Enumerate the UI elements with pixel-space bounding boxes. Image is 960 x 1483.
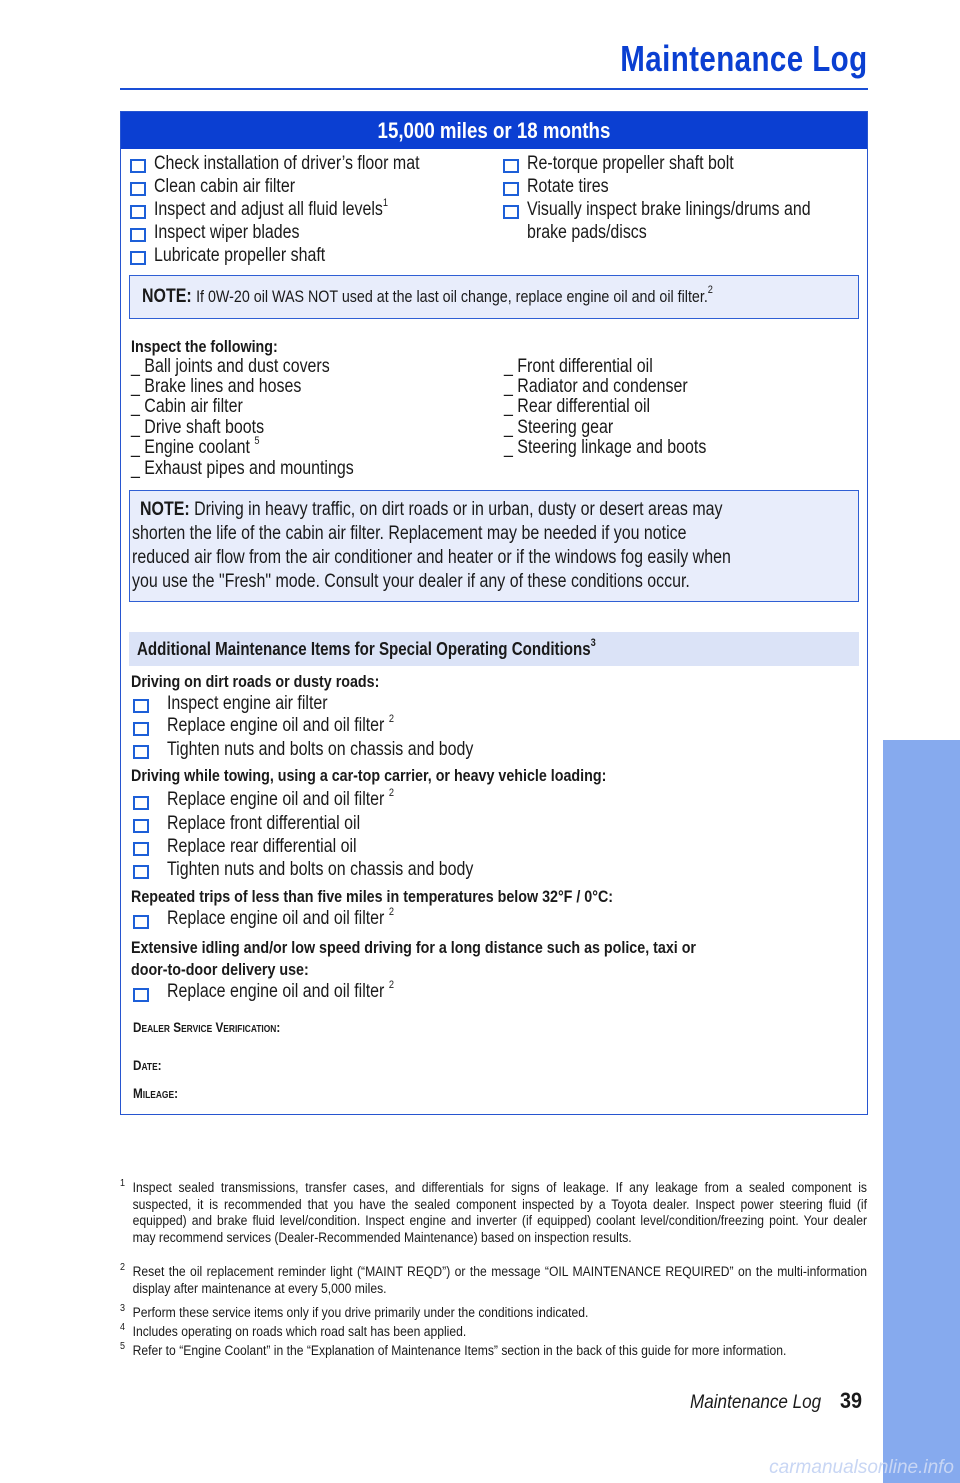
inspect-item-text: _ Exhaust pipes and mountings [131,458,354,479]
footnote-ref: 2 [388,906,394,918]
condition-item [167,835,357,858]
checkbox[interactable] [133,699,149,713]
checklist-item [527,152,734,175]
checkbox[interactable] [130,182,146,196]
footnote-number: 4 [120,1322,126,1333]
footnote-ref: 2 [388,979,394,991]
checkbox[interactable] [133,842,149,856]
inspect-item: _ Steering gear [504,417,614,438]
checkbox[interactable] [133,915,149,929]
checklist-item-text: Inspect and adjust all fluid levels [154,199,383,220]
inspect-item: _ Steering linkage and boots [504,437,707,458]
condition-item [167,858,473,881]
inspect-item [131,418,264,438]
checklist-item-text: Lubricate propeller shaft [154,245,326,266]
special-conditions-heading [137,638,596,661]
checklist-item-text: Visually inspect brake linings/drums and [527,199,811,220]
footnote-ref: 1 [382,197,389,209]
footnote [120,1343,867,1360]
checkbox[interactable] [503,159,519,173]
note-line: you use the "Fresh" mode. Consult your dealer if any of these conditions occur. [132,571,690,592]
checklist-item [154,152,420,175]
checkbox[interactable] [130,228,146,242]
condition-item-text: Replace rear differential oil [167,836,357,857]
condition-item-text: Replace engine oil and oil filter [167,789,389,810]
footnote-text: Refer to “Engine Coolant” in the “Explanation of Maintenance Items” section in the back of this guide for more information. [132,1343,787,1358]
condition-item [167,812,360,835]
inspect-heading: Inspect the following: [131,337,278,356]
footnote-ref: 5 [254,435,260,447]
footnote [120,1305,867,1322]
checkbox[interactable] [133,988,149,1002]
footnote-text: Reset the oil replacement reminder light (“MAINT REQD”) or the message “OIL MAINTENANCE REQUIRED” on the multi-information display after maintenance at every 5,000 miles. [132,1264,868,1296]
inspect-item: _ Radiator and condenser [504,376,688,397]
checkbox[interactable] [133,745,149,759]
watermark: carmanualsonline.info [769,1457,954,1478]
checkbox[interactable] [130,205,146,219]
inspect-item-text: _ Drive shaft boots [131,417,265,438]
checkbox[interactable] [503,182,519,196]
condition-item-text: Tighten nuts and bolts on chassis and body [167,859,474,880]
condition-item-text: Inspect engine air filter [167,693,328,714]
condition-item [167,907,394,930]
footnote [120,1324,867,1341]
condition-item-text: Tighten nuts and bolts on chassis and body [167,739,474,760]
footnote-number: 2 [120,1262,126,1273]
dealer-verification-label: Dealer Service Verification: [133,1019,281,1035]
inspect-item-text: _ Engine coolant [131,437,255,458]
condition-item-text: Replace engine oil and oil filter [167,981,389,1002]
condition-item [167,714,394,737]
special-conditions-banner [129,632,859,666]
inspect-item [131,397,243,417]
checklist-item [154,175,295,198]
inspect-item [131,377,301,397]
condition-item [167,980,394,1003]
footnote-text: Perform these service items only if you drive primarily under the conditions indicated. [132,1305,589,1320]
footnote-ref: 2 [388,713,394,725]
title-divider [120,88,868,90]
inspect-item: _ Front differential oil [504,356,653,377]
checklist-item-text: Clean cabin air filter [154,176,296,197]
condition-heading: Repeated trips of less than five miles in temperatures below 32°F / 0°C: [131,887,614,906]
note-line: shorten the life of the cabin air filter. Replacement may be needed if you notice [132,523,687,544]
footnote [120,1264,867,1297]
footnote [120,1180,867,1246]
note-label: NOTE: [142,286,192,307]
checklist-item [527,198,811,221]
checklist-item [154,221,300,244]
inspect-item [131,459,354,479]
condition-item [167,738,473,761]
checklist-item-text: Check installation of driver’s floor mat [154,153,420,174]
page-number: 39 [840,1388,863,1413]
footnote-text: Includes operating on roads which road salt has been applied. [132,1324,467,1339]
interval-header-text: 15,000 miles or 18 months [377,118,611,143]
condition-heading: door-to-door delivery use: [131,960,309,979]
checklist-item [154,244,325,267]
note-line: reduced air flow from the air conditioner and heater or if the windows fog easily when [132,547,731,568]
condition-item-text: Replace front differential oil [167,813,361,834]
checklist-item-text: brake pads/discs [527,222,647,243]
condition-heading: Driving while towing, using a car-top carrier, or heavy vehicle loading: [131,766,607,785]
note-line [142,285,713,309]
maintenance-card [120,111,868,1115]
date-label: Date: [133,1057,162,1073]
checklist-item [154,198,388,221]
condition-item-text: Replace engine oil and oil filter [167,715,389,736]
checkbox[interactable] [130,159,146,173]
inspect-item [131,357,330,377]
checkbox[interactable] [133,865,149,879]
interval-header [121,112,867,149]
checkbox[interactable] [130,251,146,265]
note-box-cabin-filter [129,490,859,602]
checklist-item [527,175,609,198]
inspect-item-text: _ Brake lines and hoses [131,376,302,397]
footnote-number: 1 [120,1178,126,1189]
checkbox[interactable] [133,819,149,833]
inspect-item-text: _ Cabin air filter [131,396,243,417]
footnote-ref: 3 [590,637,596,649]
inspect-item: _ Rear differential oil [504,396,651,417]
checkbox[interactable] [133,796,149,810]
footer-section-label: Maintenance Log [690,1392,822,1413]
checkbox[interactable] [503,205,519,219]
checklist-item-text: Re-torque propeller shaft bolt [527,153,734,174]
footnote-ref: 2 [388,787,394,799]
inspect-item [131,435,260,458]
note-label: NOTE: [140,499,190,520]
section-side-tab [883,740,960,1483]
condition-item [167,788,394,811]
note-box-oil [129,275,859,319]
note-text: Driving in heavy traffic, on dirt roads or in urban, dusty or desert areas may [194,499,723,520]
note-line [140,498,723,522]
footnote-ref: 2 [707,284,713,296]
checklist-item-continuation [527,221,647,244]
checklist-item-text: Inspect wiper blades [154,222,300,243]
condition-item [167,692,328,715]
condition-heading: Driving on dirt roads or dusty roads: [131,672,380,691]
note-text: If 0W-20 oil WAS NOT used at the last oil change, replace engine oil and oil filter. [196,287,708,306]
special-conditions-heading-text: Additional Maintenance Items for Special Operating Conditions [137,639,591,659]
page-title: Maintenance Log [620,38,868,79]
footnote-text: Inspect sealed transmissions, transfer cases, and differentials for signs of leakage. If any leakage from a sealed component is suspected, it is recommended that you have the sealed component inspected by a Toyota dealer. Inspect power steering fluid (if equipped) and brake fluid level/condition. Inspect engine and inverter (if equipped) coolant level/condition/freezing point. Your dealer may recommend services (Dealer-Recommended Maintenance) based on inspection results. [132,1180,868,1245]
condition-heading: Extensive idling and/or low speed driving for a long distance such as police, taxi or [131,938,696,957]
footnote-number: 3 [120,1303,126,1314]
checkbox[interactable] [133,722,149,736]
footnote-number: 5 [120,1341,126,1352]
inspect-item-text: _ Ball joints and dust covers [131,356,330,377]
condition-item-text: Replace engine oil and oil filter [167,908,389,929]
mileage-label: Mileage: [133,1085,178,1101]
checklist-item-text: Rotate tires [527,176,609,197]
